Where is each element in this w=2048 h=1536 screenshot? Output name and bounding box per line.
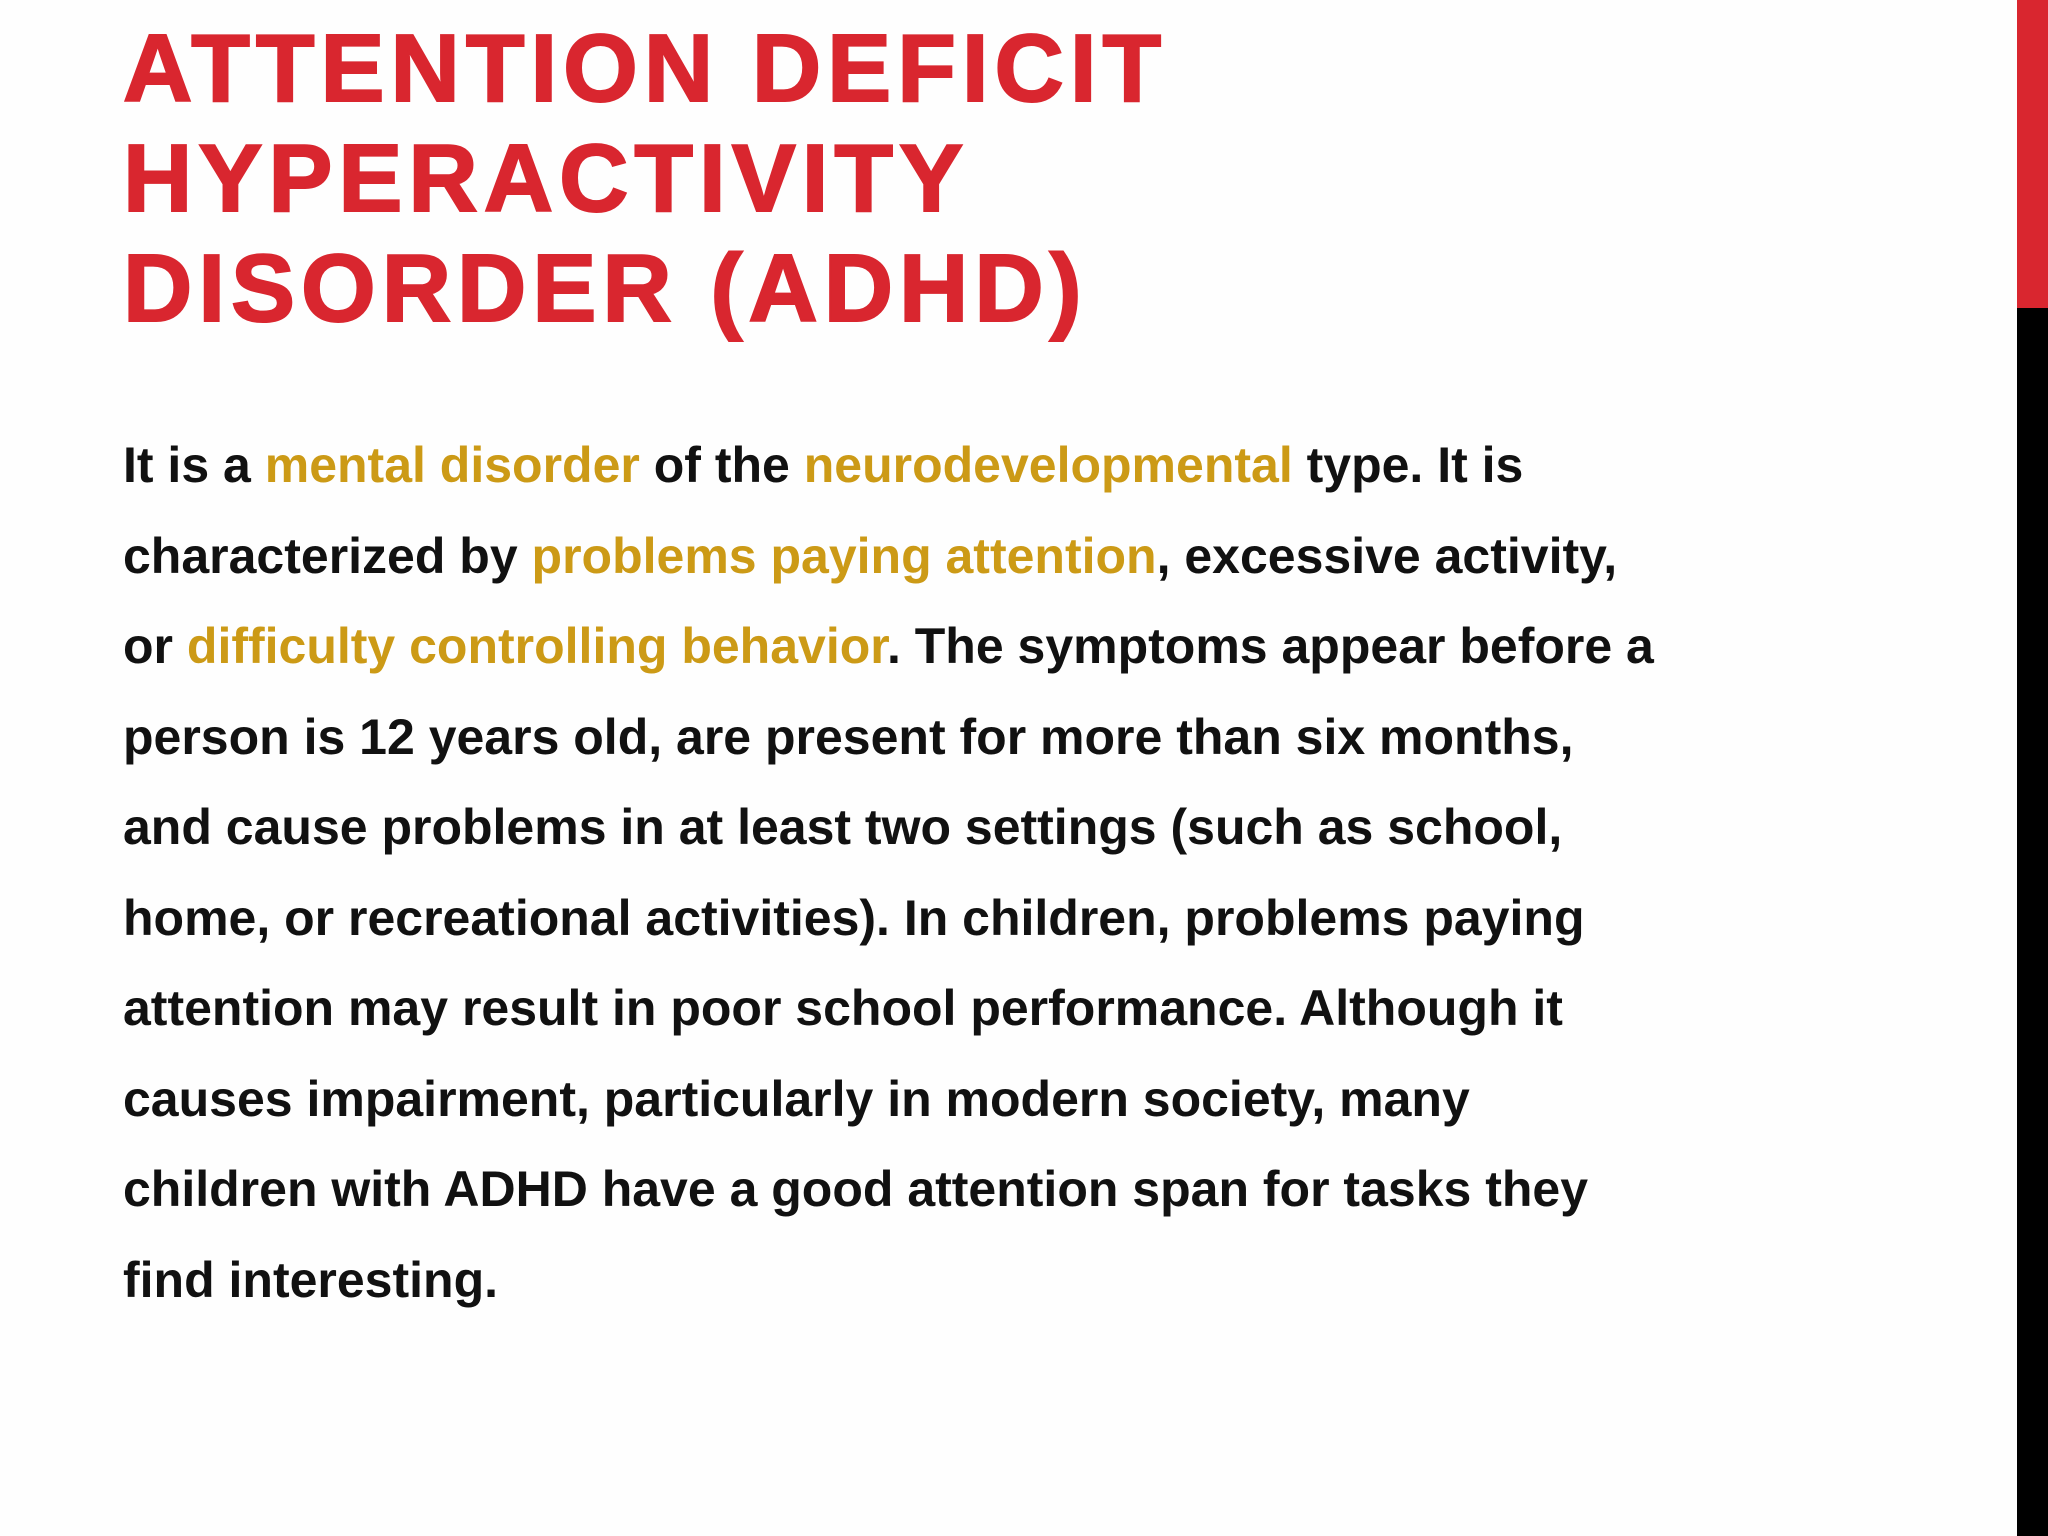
side-accent-bar-black xyxy=(2017,308,2048,1536)
body-line xyxy=(123,692,1843,783)
body-line xyxy=(123,511,1843,602)
body-paragraph xyxy=(123,420,1843,1325)
body-line xyxy=(123,1235,1843,1326)
title-line: HYPERACTIVITY xyxy=(123,125,970,232)
body-text-segment: type. It is xyxy=(1292,437,1524,493)
body-line xyxy=(123,601,1843,692)
highlighted-term: mental disorder xyxy=(264,437,640,493)
body-text-segment: It is a xyxy=(123,437,265,493)
body-text-segment: find interesting. xyxy=(123,1251,498,1308)
title-line: DISORDER (ADHD) xyxy=(123,235,1088,342)
body-text-segment: characterized by xyxy=(123,527,532,584)
body-text-segment: or xyxy=(123,618,187,674)
highlighted-term: problems paying attention xyxy=(531,527,1157,584)
body-line xyxy=(123,873,1843,964)
slide-title xyxy=(123,14,1503,344)
highlighted-term: neurodevelopmental xyxy=(803,437,1293,493)
body-text-segment: home, or recreational activities). In children, problems paying xyxy=(123,889,1585,946)
body-text-segment: causes impairment, particularly in modern society, many xyxy=(123,1070,1470,1127)
body-text-segment: attention may result in poor school performance. Although it xyxy=(123,980,1563,1036)
body-text-segment: of the xyxy=(639,437,804,493)
body-line xyxy=(123,782,1843,873)
body-line xyxy=(123,420,1843,511)
body-text-segment: , excessive activity, xyxy=(1156,527,1618,584)
body-line xyxy=(123,1144,1843,1235)
body-line xyxy=(123,1054,1843,1145)
body-text-segment: . The symptoms appear before a xyxy=(886,618,1654,674)
body-line xyxy=(123,963,1843,1054)
highlighted-term: difficulty controlling behavior xyxy=(186,618,887,674)
body-text-segment: person is 12 years old, are present for more than six months, xyxy=(123,708,1574,765)
title-line: ATTENTION DEFICIT xyxy=(123,15,1168,122)
side-accent-bar-red xyxy=(2017,0,2048,308)
body-text-segment: and cause problems in at least two settings (such as school, xyxy=(123,799,1563,855)
body-text-segment: children with ADHD have a good attention span for tasks they xyxy=(123,1161,1589,1217)
